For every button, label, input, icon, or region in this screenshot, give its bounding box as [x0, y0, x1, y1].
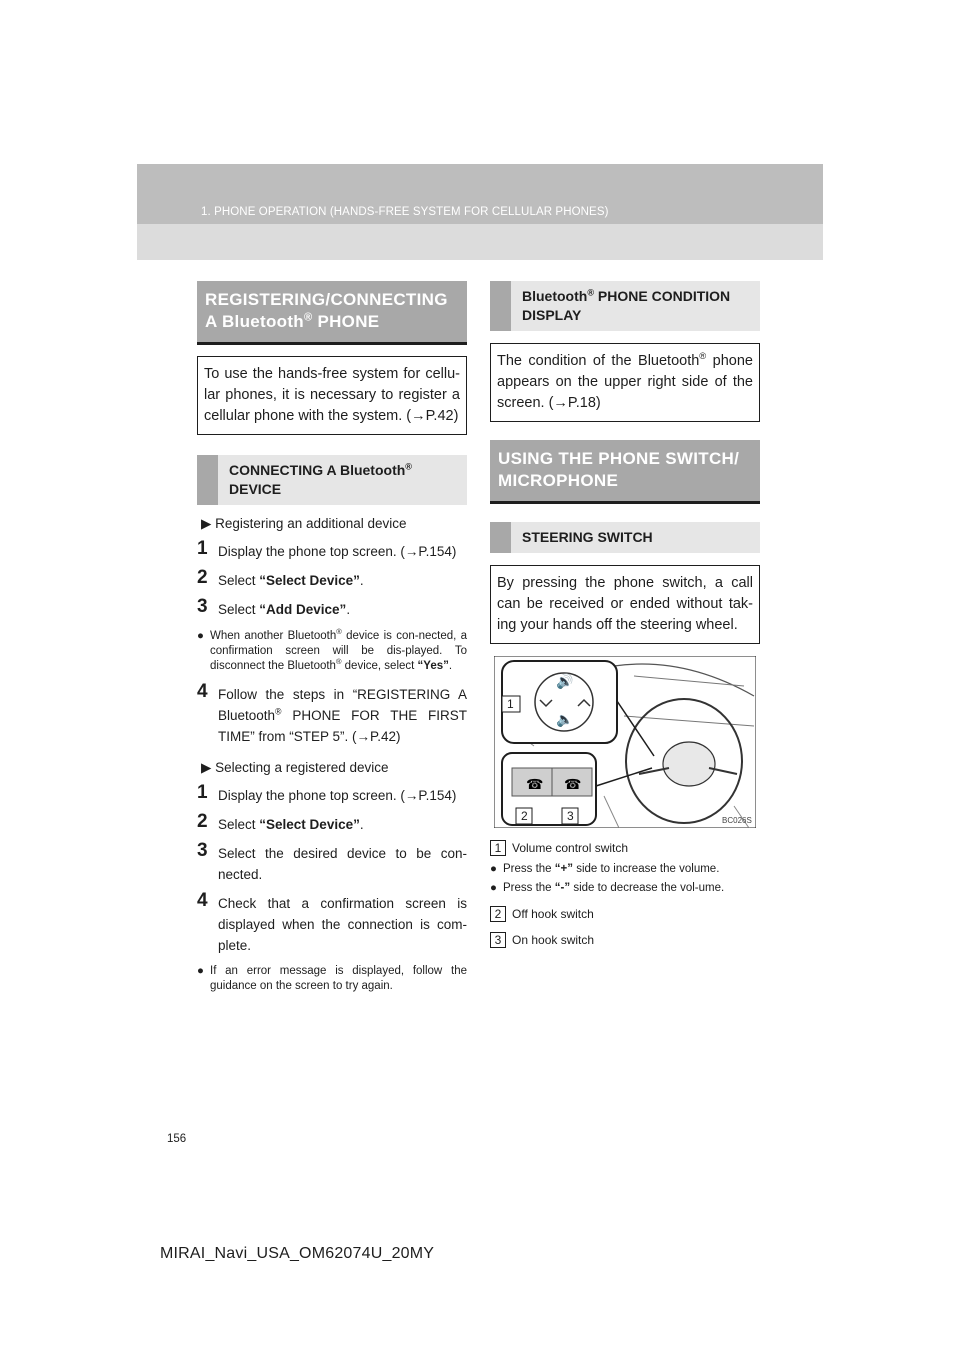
phone-switch-heading: USING THE PHONE SWITCH/ MICROPHONE	[490, 440, 760, 504]
legend-item: 2 Off hook switch	[490, 906, 760, 922]
callout-3: 3	[567, 809, 574, 823]
steering-wheel-illustration	[494, 656, 756, 828]
legend-item: 3 On hook switch	[490, 932, 760, 948]
step: 3 Select the desired device to be con-nected.	[197, 840, 467, 882]
svg-text:🔊: 🔊	[556, 674, 574, 690]
svg-text:☎: ☎	[564, 777, 582, 793]
steering-switch-subheading: STEERING SWITCH	[490, 522, 760, 553]
left-column	[197, 281, 467, 994]
header-band	[137, 164, 823, 260]
page-number: 156	[167, 1133, 187, 1145]
callout-2: 2	[521, 809, 528, 823]
step: 2 Select “Select Device”.	[197, 567, 364, 588]
svg-text:☎: ☎	[526, 777, 544, 793]
step: 1 Display the phone top screen. (→P.154)	[197, 782, 457, 803]
step: 3 Select “Add Device”.	[197, 596, 351, 617]
note: ● When another Bluetooth® device is con-nected, a confirmation screen will be dis-played. To disconnect the Bluetooth® device, select “Yes”.	[197, 627, 467, 672]
steering-wheel-figure	[494, 656, 760, 828]
registering-heading: REGISTERING/CONNECTING A Bluetooth® PHONE	[197, 281, 467, 345]
condition-box: The condition of the Bluetooth® phone appears on the upper right side of the screen. (→P.18)	[490, 343, 760, 422]
procedure-title: ▶ Selecting a registered device	[201, 760, 389, 775]
document-footer: MIRAI_Navi_USA_OM62074U_20MY	[160, 1245, 435, 1262]
connecting-subheading: CONNECTING A Bluetooth® DEVICE	[197, 455, 467, 505]
right-column	[490, 281, 760, 948]
step: 4 Check that a confirmation screen is displayed when the connection is com-plete.	[197, 890, 467, 953]
steering-box: By pressing the phone switch, a call can be received or ended without tak-ing your hands off the steering wheel.	[490, 565, 760, 644]
procedure-title: ▶ Registering an additional device	[201, 516, 407, 531]
legend-item: 1 Volume control switch	[490, 840, 760, 856]
note: ● If an error message is displayed, follow the guidance on the screen to try again.	[197, 965, 467, 992]
step: 1 Display the phone top screen. (→P.154)	[197, 538, 457, 559]
step: 2 Select “Select Device”.	[197, 811, 364, 832]
callout-1: 1	[507, 697, 514, 711]
section-title: 1. PHONE OPERATION (HANDS-FREE SYSTEM FOR CELLULAR PHONES)	[201, 206, 609, 218]
volume-bullet: ● Press the “-” side to decrease the vol-ume.	[490, 882, 725, 894]
svg-text:🔈: 🔈	[556, 712, 574, 728]
condition-subheading: Bluetooth® PHONE CONDITION DISPLAY	[490, 281, 760, 331]
intro-box: To use the hands-free system for cellu-lar phones, it is necessary to register a cellular phone with the system. (→P.42)	[197, 356, 467, 435]
volume-bullet: ● Press the “+” side to increase the volume.	[490, 863, 720, 875]
figure-code: BC026S	[722, 816, 752, 825]
step: 4 Follow the steps in “REGISTERING A Bluetooth® PHONE FOR THE FIRST TIME” from “STEP 5”. (→P.42)	[197, 681, 467, 744]
header-top-bar	[137, 164, 823, 224]
